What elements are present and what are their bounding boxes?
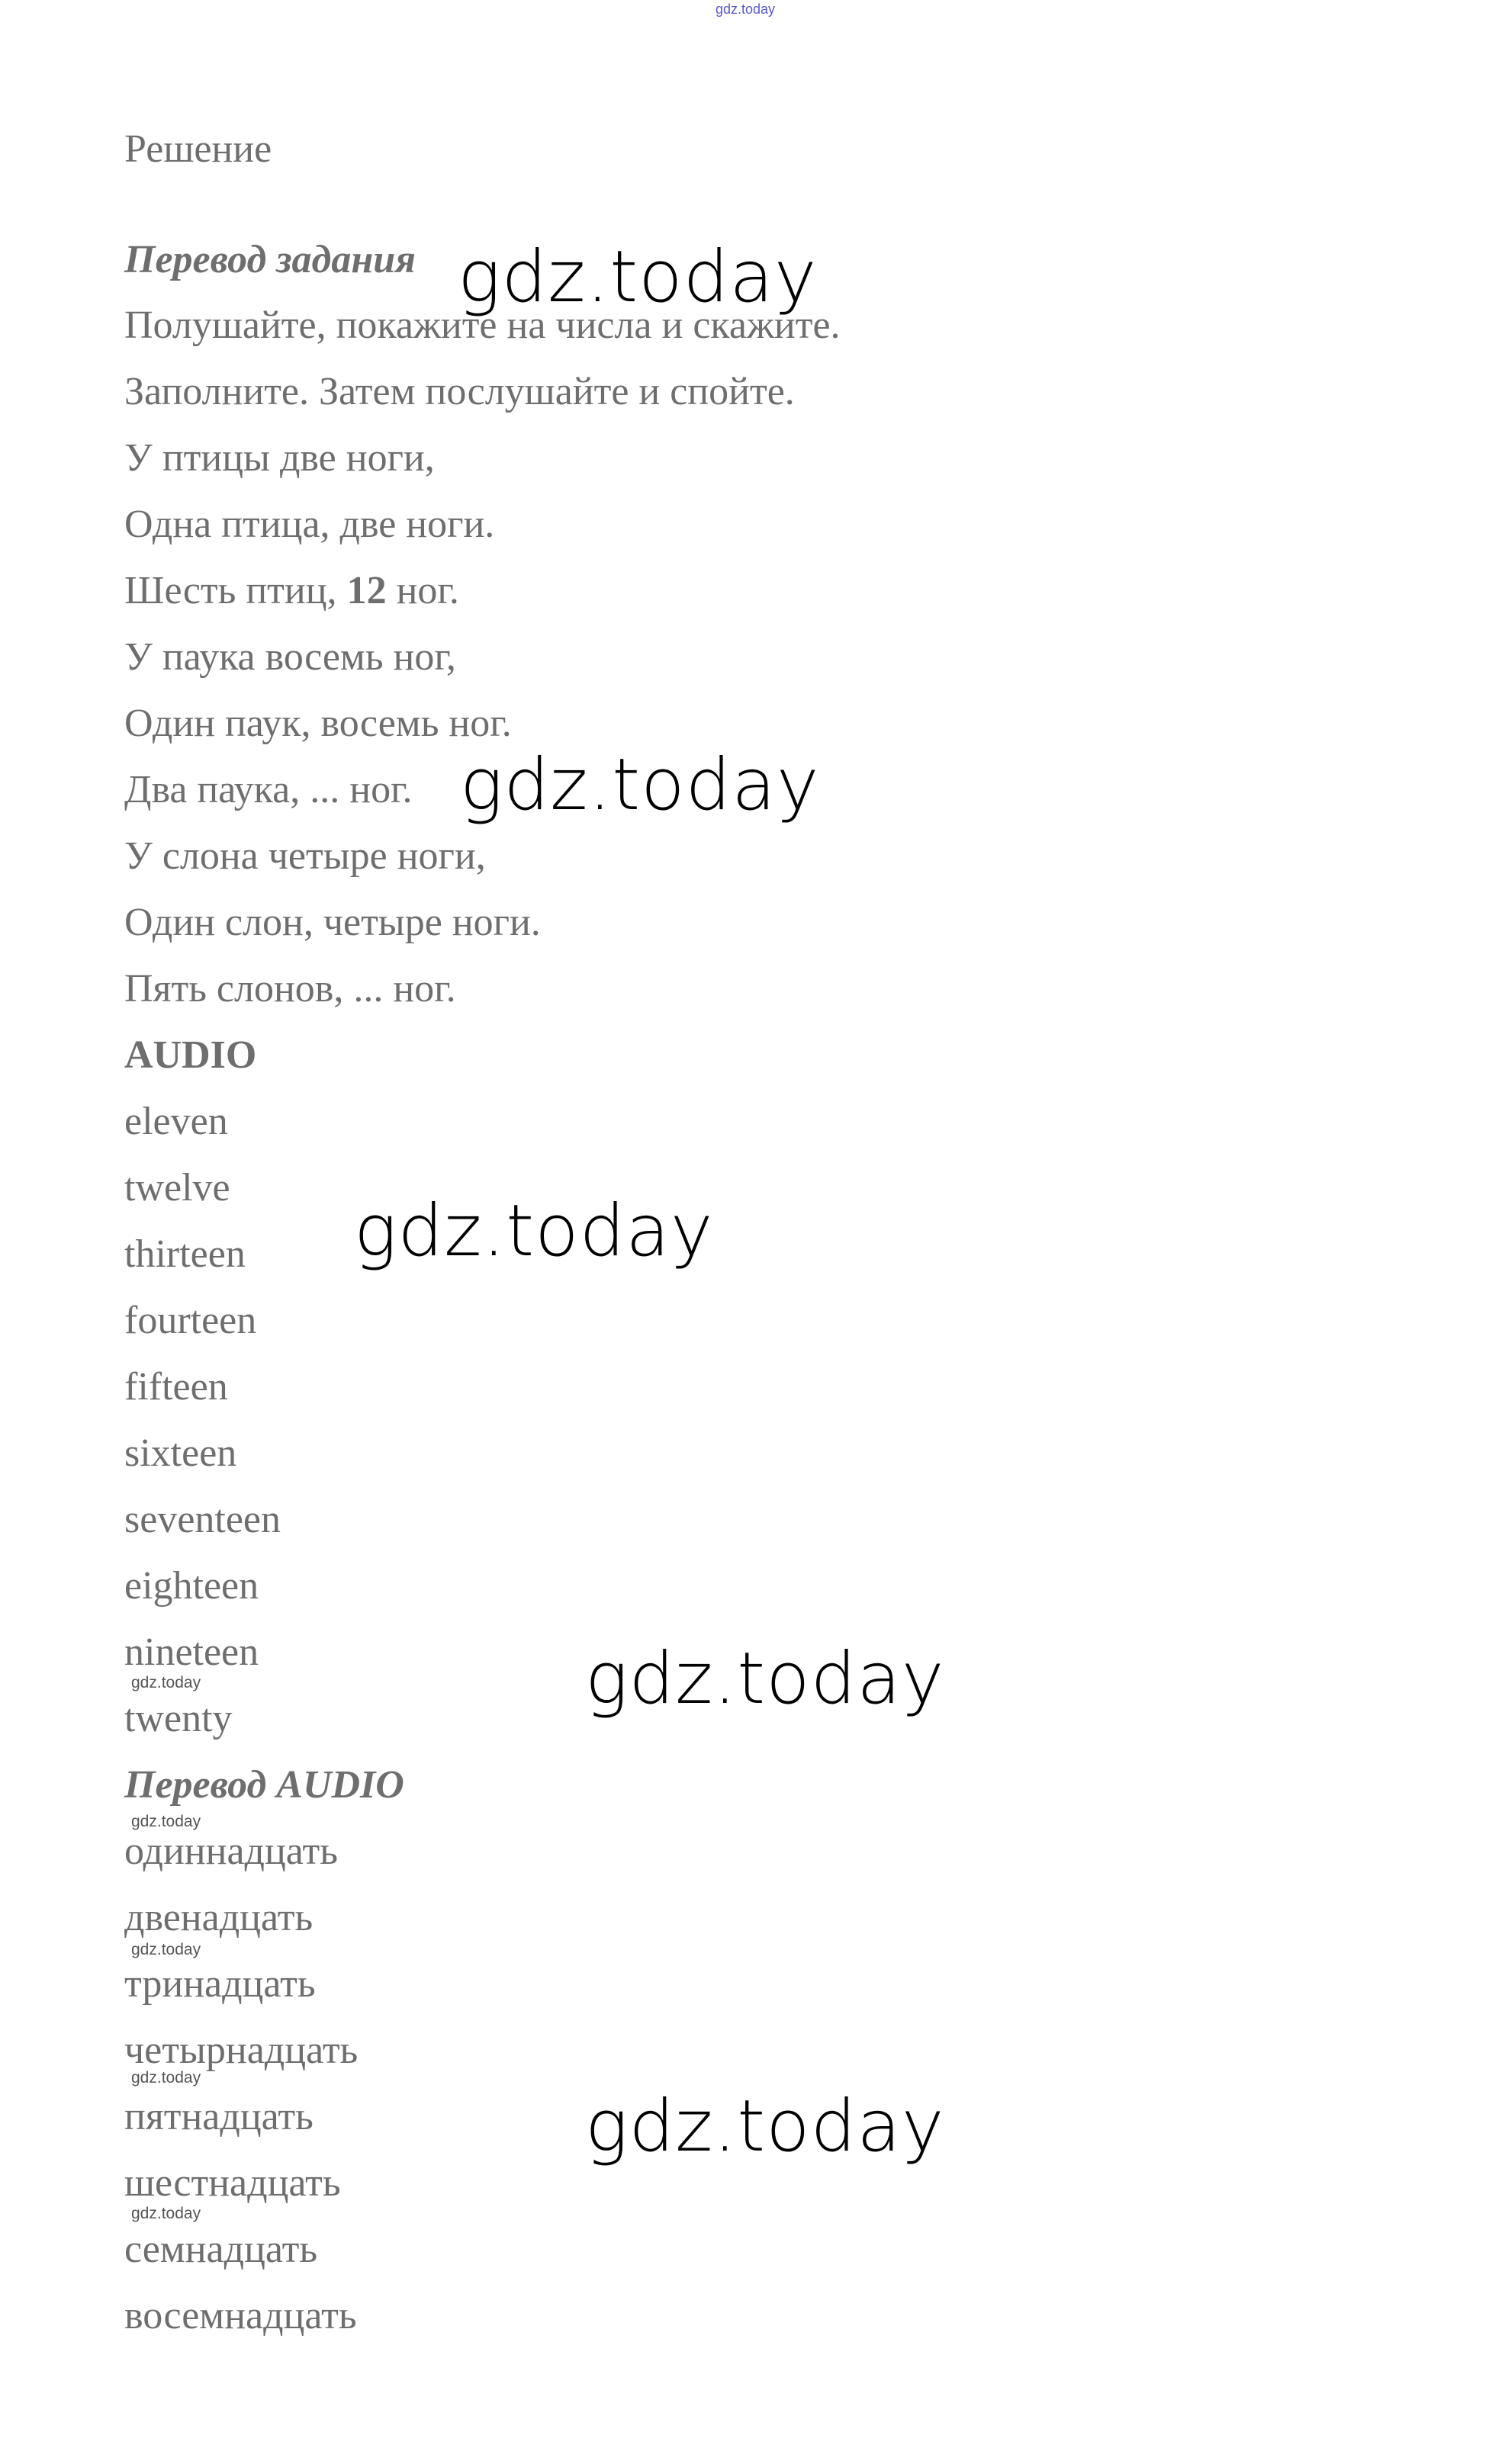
watermark-small: gdz.today — [131, 1674, 201, 1691]
task-translation-heading: Перевод задания — [124, 238, 416, 281]
audio-word: thirteen — [124, 1232, 246, 1276]
watermark-large: gdz.today — [458, 236, 818, 319]
solution-title: Решение — [124, 127, 272, 171]
audio-word: fourteen — [124, 1299, 257, 1342]
audio-word: sixteen — [124, 1431, 237, 1475]
watermark-small: gdz.today — [131, 1941, 201, 1958]
task-line: Пять слонов, ... ног. — [124, 967, 456, 1010]
audio-word: nineteen — [124, 1630, 259, 1674]
six-birds-after: ног. — [386, 569, 459, 612]
audio-translation-word: одиннадцать — [124, 1830, 338, 1873]
watermark-large: gdz.today — [585, 2085, 945, 2168]
task-line: У слона четыре ноги, — [124, 834, 486, 878]
audio-translation-word: двенадцать — [124, 1896, 314, 1939]
audio-translation-heading: Перевод AUDIO — [124, 1763, 404, 1807]
audio-translation-word: восемнадцать — [124, 2294, 357, 2337]
six-birds-number: 12 — [346, 569, 387, 612]
watermark-large: gdz.today — [585, 1637, 945, 1720]
audio-word: fifteen — [124, 1365, 228, 1409]
task-line: У паука восемь ног, — [124, 635, 456, 679]
task-line: Один паук, восемь ног. — [124, 702, 512, 745]
audio-word: twenty — [124, 1697, 233, 1740]
six-birds-before: Шесть птиц, — [124, 569, 347, 612]
watermark-large: gdz.today — [354, 1190, 714, 1273]
task-line: Один слон, четыре ноги. — [124, 901, 541, 944]
audio-translation-word: шестнадцать — [124, 2161, 341, 2205]
audio-translation-word: пятнадцать — [124, 2095, 314, 2138]
watermark-small: gdz.today — [131, 2205, 201, 2222]
watermark-small: gdz.today — [131, 1813, 201, 1830]
task-line: Одна птица, две ноги. — [124, 503, 495, 546]
task-line: Заполните. Затем послушайте и спойте. — [124, 370, 795, 413]
audio-translation-word: тринадцать — [124, 1962, 316, 2006]
audio-word: eighteen — [124, 1564, 259, 1608]
audio-heading: AUDIO — [124, 1033, 257, 1077]
audio-word: eleven — [124, 1100, 228, 1143]
task-line-six-birds — [124, 568, 459, 614]
watermark-large: gdz.today — [460, 744, 820, 827]
task-line: У птицы две ноги, — [124, 436, 435, 480]
audio-word: seventeen — [124, 1498, 281, 1541]
top-watermark: gdz.today — [716, 2, 776, 17]
audio-translation-word: четырнадцать — [124, 2029, 359, 2072]
task-line: Полушайте, покажите на числа и скажите. — [124, 304, 841, 347]
audio-word: twelve — [124, 1166, 230, 1210]
audio-translation-word: семнадцать — [124, 2228, 318, 2271]
task-line: Два паука, ... ног. — [124, 768, 413, 811]
watermark-small: gdz.today — [131, 2069, 201, 2087]
